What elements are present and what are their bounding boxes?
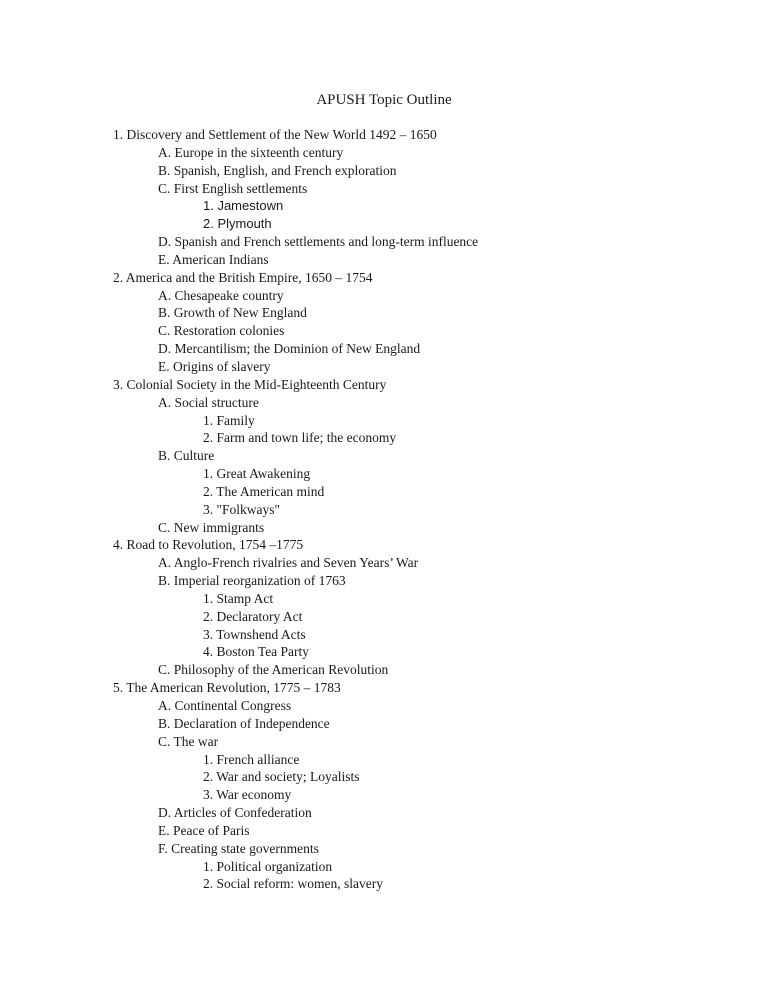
- outline-section-line: [0, 697, 768, 715]
- outline-subsection-text: 1. French alliance: [203, 751, 300, 767]
- outline-unit-text: 2. America and the British Empire, 1650 – 1754: [113, 269, 373, 285]
- outline-section-text: E. American Indians: [158, 251, 269, 267]
- outline-subsection-line: [0, 786, 768, 804]
- outline-subsection-text: 3. Townshend Acts: [203, 626, 306, 642]
- outline-section-line: [0, 715, 768, 733]
- outline-unit-text: 4. Road to Revolution, 1754 –1775: [113, 537, 304, 553]
- outline-subsection-line: [0, 875, 768, 893]
- outline-subsection-text: 1. Family: [203, 412, 255, 428]
- outline-subsection-line: [0, 501, 768, 519]
- outline-section-line: [0, 661, 768, 679]
- outline-section-line: [0, 447, 768, 465]
- outline-subsection-line: [0, 465, 768, 483]
- outline-section-line: [0, 322, 768, 340]
- outline-unit-line: [0, 376, 768, 394]
- outline-section-text: B. Declaration of Independence: [158, 715, 330, 731]
- outline-unit-text: 5. The American Revolution, 1775 – 1783: [113, 680, 341, 696]
- outline-section-text: B. Growth of New England: [158, 305, 307, 321]
- outline-subsection-line: [0, 643, 768, 661]
- outline-section-text: C. First English settlements: [158, 180, 308, 196]
- outline-section-line: [0, 358, 768, 376]
- outline-section-line: [0, 572, 768, 590]
- outline-section-text: E. Origins of slavery: [158, 358, 271, 374]
- outline-section-text: C. Restoration colonies: [158, 323, 285, 339]
- outline-section-line: [0, 733, 768, 751]
- outline-subsection-text: 2. Social reform: women, slavery: [203, 876, 383, 892]
- outline-section-text: D. Spanish and French settlements and long-term influence: [158, 234, 479, 250]
- document-title: APUSH Topic Outline: [316, 92, 452, 108]
- outline-section-line: [0, 162, 768, 180]
- outline-section-text: B. Culture: [158, 448, 215, 464]
- outline-section-text: F. Creating state governments: [158, 840, 319, 856]
- outline-subsection-text: 3. War economy: [203, 787, 292, 803]
- outline-section-line: [0, 822, 768, 840]
- outline-section-line: [0, 804, 768, 822]
- outline-unit-text: 3. Colonial Society in the Mid-Eighteenth Century: [113, 376, 387, 392]
- outline-subsection-line: [0, 197, 768, 215]
- topic-outline: [0, 126, 768, 893]
- outline-subsection-text: 2. The American mind: [203, 483, 325, 499]
- outline-section-text: D. Articles of Confederation: [158, 805, 312, 821]
- outline-section-text: D. Mercantilism; the Dominion of New England: [158, 341, 421, 357]
- outline-subsection-line: [0, 483, 768, 501]
- outline-subsection-text: 1. Stamp Act: [203, 590, 274, 606]
- outline-section-text: C. The war: [158, 733, 219, 749]
- outline-subsection-line: [0, 590, 768, 608]
- outline-unit-line: [0, 126, 768, 144]
- outline-unit-line: [0, 536, 768, 554]
- outline-subsection-text: 1. Political organization: [203, 858, 333, 874]
- outline-section-text: B. Spanish, English, and French exploration: [158, 162, 397, 178]
- outline-section-text: A. Social structure: [158, 394, 259, 410]
- outline-section-text: A. Europe in the sixteenth century: [158, 144, 344, 160]
- outline-section-text: A. Anglo-French rivalries and Seven Years’ War: [158, 555, 419, 571]
- outline-section-text: A. Chesapeake country: [158, 287, 284, 303]
- outline-subsection-line: [0, 429, 768, 447]
- outline-subsection-line: [0, 215, 768, 233]
- outline-subsection-text: 1. Jamestown: [203, 198, 284, 214]
- outline-subsection-line: [0, 626, 768, 644]
- outline-unit-text: 1. Discovery and Settlement of the New World 1492 – 1650: [113, 127, 437, 142]
- outline-unit-line: [0, 269, 768, 287]
- outline-section-line: [0, 519, 768, 537]
- outline-section-line: [0, 394, 768, 412]
- outline-section-line: [0, 180, 768, 198]
- outline-unit-line: [0, 679, 768, 697]
- outline-subsection-text: 2. Declaratory Act: [203, 608, 303, 624]
- outline-subsection-text: 2. Farm and town life; the economy: [203, 430, 397, 446]
- outline-section-line: [0, 144, 768, 162]
- outline-section-line: [0, 233, 768, 251]
- outline-section-line: [0, 340, 768, 358]
- outline-section-line: [0, 287, 768, 305]
- outline-section-text: C. Philosophy of the American Revolution: [158, 662, 389, 678]
- outline-subsection-text: 4. Boston Tea Party: [203, 644, 310, 660]
- outline-section-line: [0, 554, 768, 572]
- outline-section-text: C. New immigrants: [158, 519, 265, 535]
- outline-subsection-text: 1. Great Awakening: [203, 466, 311, 482]
- outline-section-line: [0, 251, 768, 269]
- outline-section-line: [0, 304, 768, 322]
- outline-section-text: A. Continental Congress: [158, 698, 292, 713]
- outline-subsection-line: [0, 858, 768, 876]
- outline-subsection-line: [0, 412, 768, 430]
- outline-section-text: E. Peace of Paris: [158, 822, 250, 838]
- outline-subsection-text: 3. "Folkways": [203, 501, 281, 517]
- outline-subsection-line: [0, 768, 768, 786]
- outline-section-text: B. Imperial reorganization of 1763: [158, 573, 346, 589]
- outline-subsection-line: [0, 608, 768, 626]
- outline-subsection-line: [0, 751, 768, 769]
- outline-subsection-text: 2. Plymouth: [203, 216, 272, 232]
- outline-subsection-text: 2. War and society; Loyalists: [203, 769, 360, 785]
- outline-section-line: [0, 840, 768, 858]
